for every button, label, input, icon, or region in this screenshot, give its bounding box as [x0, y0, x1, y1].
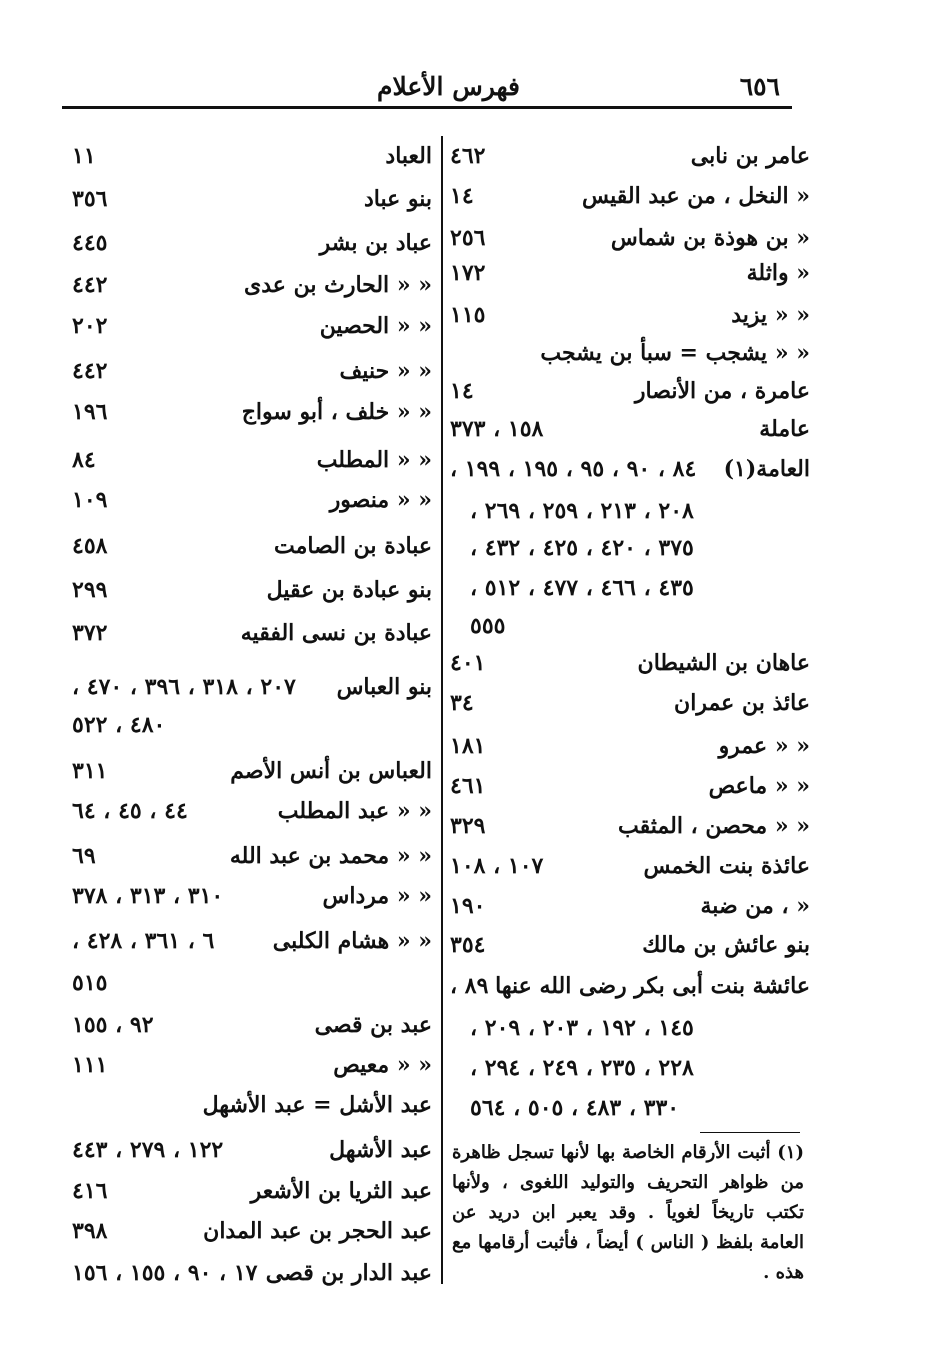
index-entry [72, 758, 432, 794]
entry-pages: ٣٣٠ ، ٤٨٣ ، ٥٠٥ ، ٥٦٤ [470, 1095, 680, 1121]
footnote: (١) أثبت الأرقام الخاصة بها لأنها تسجل ظاهرة من ظواهر التحريف والتوليد اللغوى ، ولأنها تكتب تاريخاً لغوياً . وقد يعبر ابن دريد عن العامة بلفظ ( الناس ) أيضاً ، فأثبت أرقامها مع هذه . [452, 1142, 804, 1283]
header-rule [62, 106, 792, 109]
entry-name: « « معيص [333, 1052, 432, 1078]
entry-name: عبد الدار بن قصى [265, 1260, 432, 1286]
entry-pages: ٣٢٩ [450, 813, 486, 839]
index-entry [450, 225, 810, 261]
entry-pages: ٣٤ [450, 690, 474, 716]
index-entry [450, 650, 810, 686]
entry-pages: ١٤٥ ، ١٩٢ ، ٢٠٣ ، ٢٠٩ ، [470, 1015, 694, 1041]
index-entry [72, 1012, 432, 1048]
entry-name: عاهان بن الشيطان [637, 650, 810, 676]
entry-pages: ٢٢٨ ، ٢٣٥ ، ٢٤٩ ، ٢٩٤ ، [470, 1055, 694, 1081]
index-entry [450, 853, 810, 889]
index-entry [72, 712, 432, 748]
index-entry [72, 883, 432, 919]
index-entry [72, 928, 432, 964]
index-entry [450, 340, 810, 376]
entry-pages: ٥٥٥ [470, 613, 506, 639]
index-entry [450, 613, 810, 649]
index-entry [72, 970, 432, 1006]
page-number: ٦٥٦ [739, 72, 780, 101]
entry-pages: ٦ ، ٣٦١ ، ٤٢٨ ، [72, 928, 215, 954]
index-entry [72, 447, 432, 483]
entry-name: عبد الأشهل [329, 1137, 432, 1163]
index-entry [450, 260, 810, 296]
entry-pages: ٣١١ [72, 758, 108, 784]
entry-pages: ٣٩٨ [72, 1218, 108, 1244]
entry-name: عبد الأشل = عبد الأشهل [202, 1092, 432, 1118]
entry-name: « « الحصين [319, 313, 432, 339]
entry-pages: ٤٣٥ ، ٤٦٦ ، ٤٧٧ ، ٥١٢ ، [470, 575, 694, 601]
entry-name: « « محمد بن عبد الله [229, 843, 432, 869]
entry-pages: ١٩٦ [72, 399, 108, 425]
index-entry [450, 416, 810, 452]
index-entry [72, 1052, 432, 1088]
column-divider [441, 136, 443, 1284]
entry-name: العامة(١) [723, 456, 810, 482]
index-entry [450, 893, 810, 929]
entry-pages: ١٧٢ [450, 260, 486, 286]
index-entry [72, 577, 432, 613]
index-entry [72, 358, 432, 394]
entry-pages: ١١ [72, 143, 96, 169]
entry-pages: ٢٠٨ ، ٢١٣ ، ٢٥٩ ، ٢٦٩ ، [470, 498, 694, 524]
index-entry [450, 575, 810, 611]
entry-name: عائذة بنت الخمس [643, 853, 810, 879]
entry-name: « « حنيف [339, 358, 432, 384]
index-entry [450, 773, 810, 809]
index-entry [72, 1178, 432, 1214]
entry-name: « ، من ضبة [700, 893, 810, 919]
entry-pages: ٨٩ ، [450, 973, 489, 999]
index-entry [450, 302, 810, 338]
entry-name: عبادة بن نسى الفقيه [240, 620, 432, 646]
entry-name: عامرة ، من الأنصار [634, 378, 810, 404]
entry-name: « « يزيد [731, 302, 810, 328]
entry-name: « « هشام الكلبى [272, 928, 432, 954]
entry-name: « « ماعص [708, 773, 810, 799]
index-entry [72, 487, 432, 523]
index-entry [450, 378, 810, 414]
entry-name: عبد الثريا بن الأشعر [250, 1178, 432, 1204]
entry-pages: ٤٤ ، ٤٥ ، ٦٤ [72, 798, 188, 824]
entry-name: « « عبد المطلب [277, 798, 432, 824]
entry-pages: ١٤ [450, 378, 474, 404]
entry-pages: ٥١٥ [72, 970, 108, 996]
index-entry [72, 533, 432, 569]
index-entry [450, 1015, 810, 1051]
entry-name: « « خلف ، أبو سواج [241, 399, 432, 425]
entry-pages: ١٥٨ ، ٣٧٣ [450, 416, 544, 442]
index-entry [450, 690, 810, 726]
index-entry [72, 1218, 432, 1254]
entry-name: عبد الحجر بن عبد المدان [203, 1218, 432, 1244]
entry-pages: ٣٥٤ [450, 932, 486, 958]
entry-pages: ١٢٢ ، ٢٧٩ ، ٤٤٣ [72, 1137, 224, 1163]
index-entry [72, 313, 432, 349]
index-entry [72, 1137, 432, 1173]
entry-name: عائذ بن عمران [674, 690, 810, 716]
index-entry [72, 843, 432, 879]
entry-name: بنو عائش بن مالك [642, 932, 810, 958]
index-entry [72, 674, 432, 710]
index-entry [450, 973, 810, 1009]
entry-name: العباد [385, 143, 432, 169]
index-entry [72, 186, 432, 222]
entry-pages: ٢٠٢ [72, 313, 108, 339]
entry-name: عامر بن نابى [690, 143, 810, 169]
entry-pages: ٤٥٨ [72, 533, 108, 559]
entry-pages: ٢٥٦ [450, 225, 486, 251]
entry-name: « « المطلب [316, 447, 432, 473]
entry-name: « « يشجب = سبأ بن يشجب [540, 340, 810, 366]
entry-name: « « الحارث بن عدى [244, 272, 432, 298]
index-entry [450, 813, 810, 849]
index-entry [72, 1092, 432, 1128]
entry-pages: ١٠٧ ، ١٠٨ [450, 853, 544, 879]
entry-name: « « محصن ، المثقب [618, 813, 810, 839]
entry-name: عبادة بن الصامت [274, 533, 432, 559]
entry-name: « بن هوذة بن شماس [610, 225, 810, 251]
entry-pages: ١٤ [450, 183, 474, 209]
page-header [62, 70, 792, 110]
entry-pages: ١١٥ [450, 302, 486, 328]
entry-name: « « مرداس [322, 883, 432, 909]
entry-pages: ١٨١ [450, 733, 486, 759]
index-entry [72, 1260, 432, 1296]
index-entry [72, 230, 432, 266]
index-entry [450, 932, 810, 968]
entry-name: العباس بن أنس الأصم [230, 758, 432, 784]
entry-name: بنو العباس [336, 674, 432, 700]
entry-pages: ٦٩ [72, 843, 96, 869]
entry-pages: ٤٨٠ ، ٥٢٢ [72, 712, 166, 738]
entry-pages: ٨٤ [72, 447, 96, 473]
entry-pages: ١٧ ، ٩٠ ، ١٥٥ ، ١٥٦ [72, 1260, 258, 1286]
entry-name: « « عمرو [718, 733, 810, 759]
index-entry [72, 399, 432, 435]
entry-pages: ١١١ [72, 1052, 108, 1078]
index-entry [450, 733, 810, 769]
index-entry [72, 620, 432, 656]
entry-pages: ٤٦٢ [450, 143, 486, 169]
entry-pages: ٣٥٦ [72, 186, 108, 212]
index-entry [450, 535, 810, 571]
entry-pages: ١٠٩ [72, 487, 108, 513]
index-entry [450, 498, 810, 534]
entry-pages: ٤٦١ [450, 773, 486, 799]
entry-pages: ٣١٠ ، ٣١٣ ، ٣٧٨ [72, 883, 224, 909]
index-entry [450, 456, 810, 492]
index-entry [450, 143, 810, 179]
entry-name: عائشة بنت أبى بكر رضى الله عنها [495, 973, 810, 999]
index-entry [72, 798, 432, 834]
entry-pages: ٨٤ ، ٩٠ ، ٩٥ ، ١٩٥ ، ١٩٩ ، [450, 456, 697, 482]
entry-name: « واثلة [746, 260, 810, 286]
entry-pages: ٩٢ ، ١٥٥ [72, 1012, 154, 1038]
index-entry [450, 1095, 810, 1131]
entry-name: « النخل ، من عبد القيس [582, 183, 810, 209]
entry-name: عباد بن بشر [319, 230, 432, 256]
entry-pages: ٤١٦ [72, 1178, 108, 1204]
entry-pages: ٣٧٥ ، ٤٢٠ ، ٤٢٥ ، ٤٣٢ ، [470, 535, 694, 561]
entry-name: بنو عبادة بن عقيل [266, 577, 432, 603]
index-entry [72, 143, 432, 179]
entry-name: « « منصور [329, 487, 432, 513]
entry-pages: ٤٤٢ [72, 358, 108, 384]
index-entry [72, 272, 432, 308]
footnote-rule [700, 1132, 800, 1133]
entry-pages: ١٩٠ [450, 893, 486, 919]
entry-pages: ٣٧٢ [72, 620, 108, 646]
entry-pages: ٤٤٢ [72, 272, 108, 298]
entry-pages: ٢٠٧ ، ٣١٨ ، ٣٩٦ ، ٤٧٠ ، [72, 674, 296, 700]
index-entry [450, 1055, 810, 1091]
entry-name: بنو عباد [363, 186, 432, 212]
page-title: فهرس الأعلام [376, 72, 520, 101]
entry-name: عبد بن قصى [314, 1012, 432, 1038]
entry-pages: ٤٠١ [450, 650, 486, 676]
entry-name: عاملة [759, 416, 810, 442]
entry-pages: ٢٩٩ [72, 577, 108, 603]
entry-pages: ٤٤٥ [72, 230, 108, 256]
index-entry [450, 183, 810, 219]
